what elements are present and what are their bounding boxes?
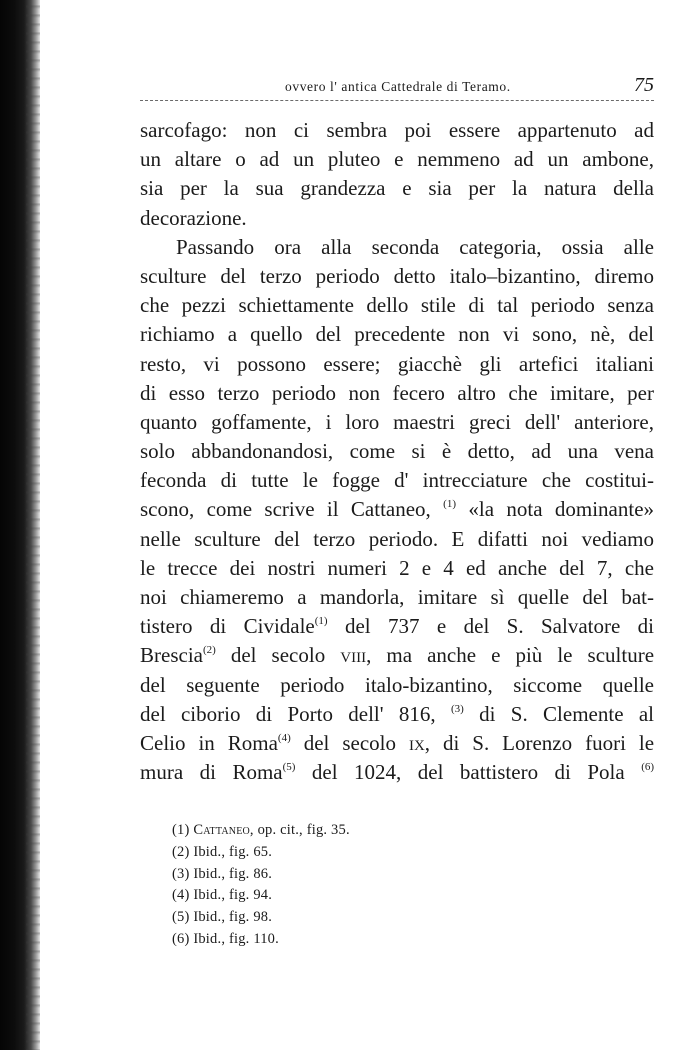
text-segment: del 1024, del battistero di Pola: [311, 760, 625, 785]
footnotes: [172, 820, 572, 951]
main-text: [140, 116, 654, 787]
text-line: [140, 641, 654, 670]
text-line: un altare o ad un pluteo e nemmeno ad un ambone,: [140, 147, 654, 172]
text-line: le trecce dei nostri numeri 2 e 4 ed anche del 7, che: [140, 555, 654, 580]
text-segment: del secolo: [230, 643, 326, 668]
footnote-ref: (4): [277, 731, 291, 744]
text-line: [140, 495, 654, 524]
text-line: [140, 612, 654, 641]
footnote-ref: (1): [443, 498, 456, 511]
text-line: [140, 700, 654, 729]
footnote-ref: (2): [202, 644, 216, 657]
roman-numeral: ix: [408, 730, 425, 755]
footnote-ref: (6): [641, 761, 655, 774]
text-line: feconda di tutte le fogge d' intrecciature che costitui-: [140, 468, 654, 493]
text-segment: del ciborio di Porto dell' 816,: [140, 701, 436, 726]
text-line: richiamo a quello del precedente non vi sono, nè, del: [140, 322, 654, 347]
footnote: [172, 820, 572, 842]
text-segment: del 737 e del S. Salvatore di: [344, 614, 655, 639]
text-line: sia per la sua grandezza e sia per la natura della: [140, 176, 654, 201]
text-line: decorazione.: [140, 205, 247, 230]
text-line: del seguente periodo italo-bizantino, siccome quelle: [140, 672, 654, 697]
text-line: quanto goffamente, i loro maestri greci dell' anteriore,: [140, 409, 654, 434]
text-line: noi chiameremo a mandorla, imitare sì quelle del bat-: [140, 585, 654, 609]
footnote: (6) Ibid., fig. 110.: [172, 930, 279, 947]
running-title: ovvero l' antica Cattedrale di Teramo.: [285, 79, 511, 94]
text-line: sculture del terzo periodo detto italo–bizantino, diremo: [140, 263, 654, 288]
text-segment: del secolo: [303, 730, 396, 755]
text-line: [140, 729, 654, 758]
text-line: Passando ora alla seconda categoria, ossia alle: [176, 234, 654, 259]
footnote: (3) Ibid., fig. 86.: [172, 865, 273, 882]
text-line: che pezzi schiettamente dello stile di tal periodo senza: [140, 293, 654, 318]
footnote-text: , op. cit., fig. 35.: [249, 822, 350, 838]
text-segment: mura di Roma: [140, 760, 283, 785]
text-segment: scono, come scrive il Cattaneo,: [140, 497, 431, 522]
text-line: nelle sculture del terzo periodo. E difatti noi vediamo: [140, 526, 654, 551]
text-segment: «la nota dominante»: [468, 497, 655, 522]
footnote-ref: (5): [282, 761, 296, 774]
text-segment: tistero di Cividale: [140, 614, 315, 639]
text-line: resto, vi possono essere; giacchè gli artefici italiani: [140, 351, 654, 376]
roman-numeral: viii: [340, 643, 367, 668]
text-segment: , ma anche e più le sculture: [366, 643, 655, 668]
text-line: sarcofago: non ci sembra poi essere appartenuto ad: [140, 118, 654, 142]
text-line: [140, 758, 654, 787]
footnote-ref: (3): [450, 702, 464, 715]
footnote-ref: (1): [314, 615, 328, 628]
text-segment: Brescia: [140, 643, 203, 668]
text-segment: , di S. Lorenzo fuori le: [424, 730, 655, 755]
scan-noise: [26, 0, 40, 1050]
footnote: (4) Ibid., fig. 94.: [172, 887, 273, 904]
author-name: Cattaneo: [193, 822, 250, 838]
footnote-number: (1): [172, 822, 190, 838]
text-segment: Celio in Roma: [140, 730, 278, 755]
page-number: 75: [634, 74, 654, 96]
text-line: solo abbandonandosi, come si è detto, ad una vena: [140, 439, 654, 464]
text-line: di esso terzo periodo non fecero altro che imitare, per: [140, 380, 654, 405]
footnote: (5) Ibid., fig. 98.: [172, 909, 273, 926]
header-rule: [140, 100, 654, 101]
text-segment: di S. Clemente al: [479, 701, 654, 726]
footnote: (2) Ibid., fig. 65.: [172, 843, 273, 860]
